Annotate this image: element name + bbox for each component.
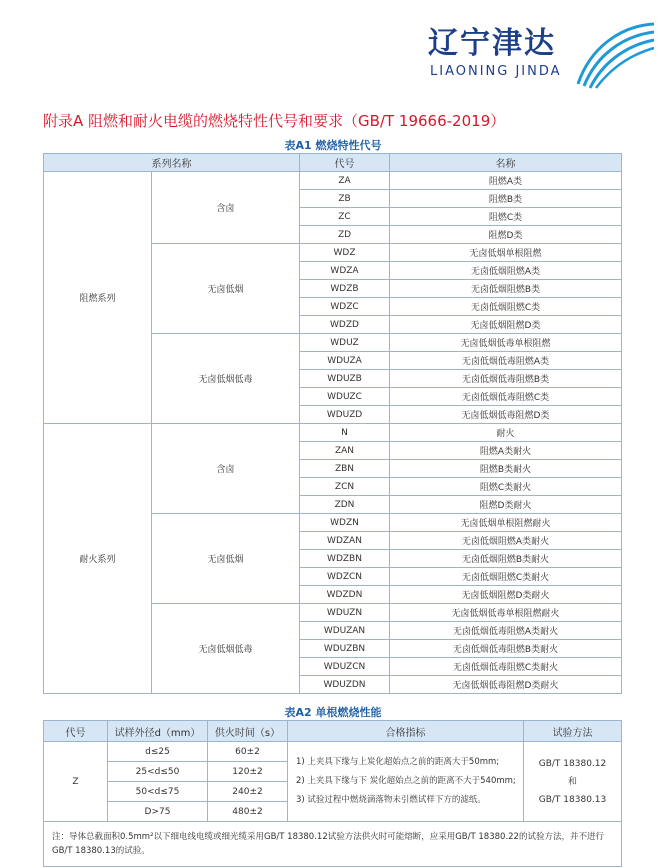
code-cell: ZD [300, 226, 390, 244]
diameter-cell: 25<d≤50 [108, 762, 208, 782]
name-cell: 无卤低烟阻燃A类 [390, 262, 622, 280]
name-cell: 无卤低烟低毒阻燃C类耐火 [390, 658, 622, 676]
header-code: 代号 [300, 154, 390, 172]
diameter-cell: D>75 [108, 802, 208, 822]
code-cell: ZBN [300, 460, 390, 478]
name-cell: 无卤低烟阻燃C类耐火 [390, 568, 622, 586]
code-cell: WDZN [300, 514, 390, 532]
criteria-item: 1) 上夹具下缘与上炭化超始点之前的距离大于50mm; [296, 757, 500, 767]
name-cell: 阻燃C类耐火 [390, 478, 622, 496]
name-cell: 无卤低烟阻燃D类耐火 [390, 586, 622, 604]
code-cell: WDUZDN [300, 676, 390, 694]
subgroup-name-cell: 无卤低烟 [152, 244, 300, 334]
logo-chinese-name: 辽宁津达 [428, 26, 556, 61]
code-cell: WDZCN [300, 568, 390, 586]
code-cell: WDZ [300, 244, 390, 262]
series-name-cell: 阻燃系列 [44, 172, 152, 424]
code-cell: WDZAN [300, 532, 390, 550]
code-cell: WDUZC [300, 388, 390, 406]
subgroup-name-cell: 无卤低烟低毒 [152, 604, 300, 694]
time-cell: 120±2 [208, 762, 288, 782]
code-cell: ZDN [300, 496, 390, 514]
name-cell: 无卤低烟低毒阻燃B类耐火 [390, 640, 622, 658]
name-cell: 无卤低烟低毒单根阻燃 [390, 334, 622, 352]
method-line: GB/T 18380.13 [538, 794, 607, 805]
table-a1-caption: 表A1 燃烧特性代号 [284, 139, 382, 152]
table-header-row [44, 154, 622, 172]
method-cell [524, 742, 622, 822]
subgroup-name-cell: 含卤 [152, 424, 300, 514]
series-name-cell: 耐火系列 [44, 424, 152, 694]
code-cell: ZA [300, 172, 390, 190]
name-cell: 阻燃D类 [390, 226, 622, 244]
code-cell: WDUZB [300, 370, 390, 388]
name-cell: 无卤低烟阻燃B类耐火 [390, 550, 622, 568]
criteria-cell [288, 742, 524, 822]
method-line: 和 [567, 776, 577, 787]
table-note: 注：导体总截面积0.5mm²以下细电线电缆或细光缆采用GB/T 18380.12试验方法供火时可能熔断，应采用GB/T 18380.22的试验方法，并不进行GB/T 18380.13的试验。 [44, 822, 622, 867]
name-cell: 无卤低烟低毒阻燃A类 [390, 352, 622, 370]
code-cell: WDUZN [300, 604, 390, 622]
name-cell: 阻燃B类耐火 [390, 460, 622, 478]
header-method: 试验方法 [524, 721, 622, 742]
subgroup-name-cell: 无卤低烟 [152, 514, 300, 604]
name-cell: 阻燃B类 [390, 190, 622, 208]
code-cell: Z [44, 742, 108, 822]
name-cell: 无卤低烟阻燃A类耐火 [390, 532, 622, 550]
name-cell: 无卤低烟单根阻燃耐火 [390, 514, 622, 532]
name-cell: 无卤低烟低毒阻燃A类耐火 [390, 622, 622, 640]
table-row [44, 742, 622, 762]
code-cell: WDZB [300, 280, 390, 298]
logo-swoosh-icon [570, 18, 656, 90]
name-cell: 无卤低烟阻燃D类 [390, 316, 622, 334]
name-cell: 无卤低烟低毒阻燃C类 [390, 388, 622, 406]
table-a2-caption: 表A2 单根燃烧性能 [284, 706, 382, 719]
table-row [44, 424, 622, 442]
name-cell: 无卤低烟低毒阻燃D类 [390, 406, 622, 424]
header-diameter: 试样外径d（mm） [108, 721, 208, 742]
name-cell: 阻燃C类 [390, 208, 622, 226]
code-cell: ZB [300, 190, 390, 208]
table-row [44, 172, 622, 190]
name-cell: 无卤低烟低毒阻燃B类 [390, 370, 622, 388]
code-cell: WDZDN [300, 586, 390, 604]
code-cell: WDZC [300, 298, 390, 316]
header-criteria: 合格指标 [288, 721, 524, 742]
name-cell: 无卤低烟低毒阻燃D类耐火 [390, 676, 622, 694]
criteria-item: 2) 上夹具下缘与下 炭化超始点之前的距离不大于540mm; [296, 776, 516, 786]
subgroup-name-cell: 含卤 [152, 172, 300, 244]
code-cell: WDUZD [300, 406, 390, 424]
code-cell: WDZA [300, 262, 390, 280]
subgroup-name-cell: 无卤低烟低毒 [152, 334, 300, 424]
code-cell: WDUZ [300, 334, 390, 352]
header-fire-time: 供火时间（s） [208, 721, 288, 742]
name-cell: 无卤低烟阻燃C类 [390, 298, 622, 316]
code-cell: ZC [300, 208, 390, 226]
code-cell: WDUZA [300, 352, 390, 370]
company-logo [428, 26, 658, 84]
note-row [44, 822, 622, 867]
name-cell: 阻燃A类耐火 [390, 442, 622, 460]
time-cell: 60±2 [208, 742, 288, 762]
name-cell: 阻燃A类 [390, 172, 622, 190]
code-cell: N [300, 424, 390, 442]
appendix-heading: 附录A 阻燃和耐火电缆的燃烧特性代号和要求（GB/T 19666-2019） [43, 112, 506, 130]
name-cell: 无卤低烟阻燃B类 [390, 280, 622, 298]
header-code: 代号 [44, 721, 108, 742]
name-cell: 耐火 [390, 424, 622, 442]
code-cell: WDZD [300, 316, 390, 334]
logo-english-name: LIAONING JINDA [430, 64, 562, 79]
header-name: 名称 [390, 154, 622, 172]
table-a2-single-burning [43, 720, 622, 867]
code-cell: WDZBN [300, 550, 390, 568]
criteria-item: 3) 试验过程中燃烧滴落物未引燃试样下方的滤纸。 [296, 795, 486, 805]
name-cell: 阻燃D类耐火 [390, 496, 622, 514]
method-line: GB/T 18380.12 [538, 758, 607, 769]
time-cell: 480±2 [208, 802, 288, 822]
table-header-row [44, 721, 622, 742]
code-cell: WDUZCN [300, 658, 390, 676]
diameter-cell: d≤25 [108, 742, 208, 762]
code-cell: ZCN [300, 478, 390, 496]
code-cell: ZAN [300, 442, 390, 460]
name-cell: 无卤低烟单根阻燃 [390, 244, 622, 262]
name-cell: 无卤低烟低毒单根阻燃耐火 [390, 604, 622, 622]
code-cell: WDUZAN [300, 622, 390, 640]
diameter-cell: 50<d≤75 [108, 782, 208, 802]
table-a1-burning-codes [43, 153, 622, 694]
header-series: 系列名称 [44, 154, 300, 172]
time-cell: 240±2 [208, 782, 288, 802]
code-cell: WDUZBN [300, 640, 390, 658]
